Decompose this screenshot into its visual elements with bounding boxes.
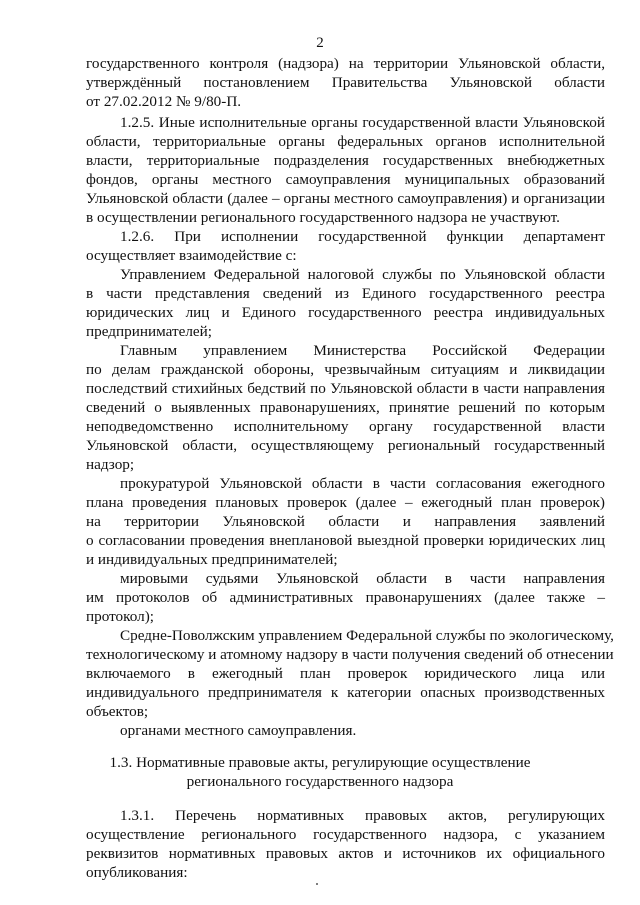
text-line: утверждённый постановлением Правительства Ульяновской области <box>86 74 605 91</box>
text-line: Ульяновской области (далее – органы местного самоуправления) и организации <box>86 190 605 207</box>
text-line: осуществляет взаимодействие с: <box>86 247 297 264</box>
text-line: и индивидуальных предпринимателей; <box>86 551 338 568</box>
text-line: сведений о выявленных правонарушениях, принятие решений по которым <box>86 399 605 416</box>
text-line: в части представления сведений из Единого государственного реестра <box>86 285 605 302</box>
text-line: 1.2.5. Иные исполнительные органы государственной власти Ульяновской <box>120 114 605 131</box>
text-line: юридических лиц и Единого государственного реестра индивидуальных <box>86 304 605 321</box>
text-line: в осуществлении регионального государственного надзора не участвуют. <box>86 209 560 226</box>
text-line: Ульяновской области, осуществляющему региональный государственный <box>86 437 605 454</box>
text-line: последствий стихийных бедствий по Ульяновской области в части направления <box>86 380 605 397</box>
text-line: от 27.02.2012 № 9/80-П. <box>86 93 242 110</box>
text-line: власти, территориальные подразделения государственных внебюджетных <box>86 152 605 169</box>
text-line: протокол); <box>86 608 155 625</box>
text-line: предпринимателей; <box>86 323 212 340</box>
text-line: плана проведения плановых проверок (далее – ежегодный план проверок) <box>86 494 605 511</box>
text-line: области, территориальные органы федеральных органов исполнительной <box>86 133 605 150</box>
text-line: надзор; <box>86 456 135 473</box>
text-line: Средне-Поволжским управлением Федеральной службы по экологическому, <box>120 627 614 644</box>
text-line: технологическому и атомному надзору в части получения сведений об отнесении <box>86 646 614 663</box>
text-line: Главным управлением Министерства Российской Федерации <box>120 342 605 359</box>
text-line: осуществление регионального государственного надзора, с указанием <box>86 826 605 843</box>
text-line: им протоколов об административных правонарушениях (далее также – <box>86 589 605 606</box>
text-line: 1.3.1. Перечень нормативных правовых актов, регулирующих <box>120 807 605 824</box>
section-heading-line: 1.3. Нормативные правовые акты, регулирующие осуществление <box>109 754 531 771</box>
text-line: о согласовании проведения внеплановой выездной проверки юридических лиц <box>86 532 605 549</box>
text-line: по делам гражданской обороны, чрезвычайным ситуациям и ликвидации <box>86 361 605 378</box>
text-line: индивидуального предпринимателя к категории опасных производственных <box>86 684 605 701</box>
text-line: 1.2.6. При исполнении государственной функции департамент <box>120 228 605 245</box>
text-line: реквизитов нормативных правовых актов и источников их официального <box>86 845 605 862</box>
text-line: Управлением Федеральной налоговой службы по Ульяновской области <box>120 266 605 283</box>
text-line: прокуратурой Ульяновской области в части согласования ежегодного <box>120 475 605 492</box>
scan-speck <box>316 883 318 885</box>
text-line: объектов; <box>86 703 149 720</box>
text-line: государственного контроля (надзора) на территории Ульяновской области, <box>86 55 605 72</box>
text-line: фондов, органы местного самоуправления муниципальных образований <box>86 171 605 188</box>
page-number: 2 <box>316 35 324 51</box>
text-line: неподведомственно исполнительному органу государственной власти <box>86 418 605 435</box>
text-line: органами местного самоуправления. <box>120 722 357 739</box>
text-line: на территории Ульяновской области и направления заявлений <box>86 513 605 530</box>
section-heading-line: регионального государственного надзора <box>186 773 454 790</box>
text-line: опубликования: <box>86 864 188 881</box>
text-line: мировыми судьями Ульяновской области в части направления <box>120 570 605 587</box>
text-line: включаемого в ежегодный план проверок юридического лица или <box>86 665 605 682</box>
